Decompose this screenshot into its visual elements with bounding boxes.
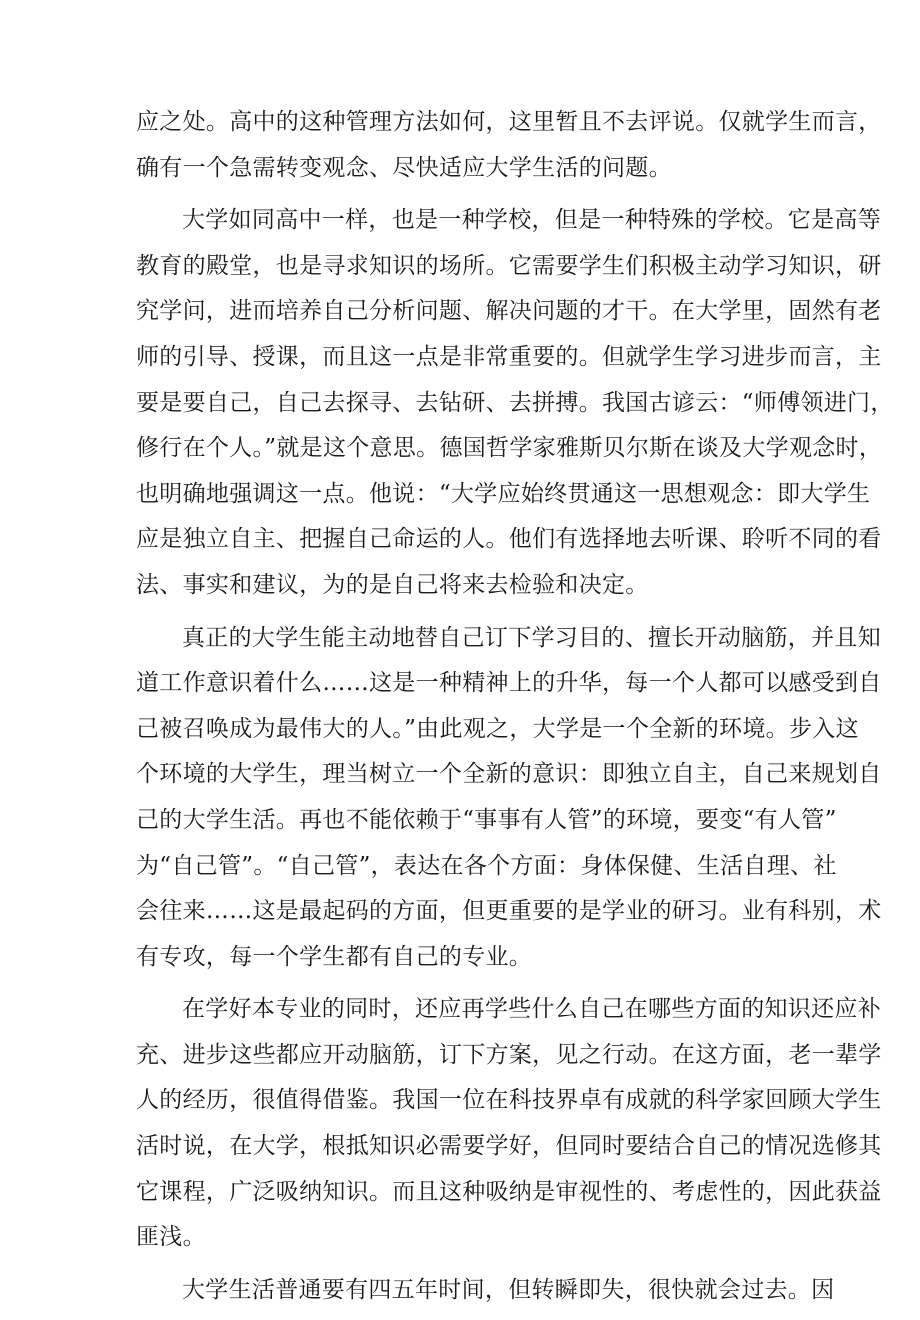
text-line: 在学好本专业的同时，还应再学些什么自己在哪些方面的知识还应补 (182, 996, 881, 1023)
text-line: 应是独立自主、把握自己命运的人。他们有选择地去听课、聆听不同的看 (136, 526, 882, 553)
text-line: 大学生活普通要有四五年时间，但转瞬即失，很快就会过去。因 (182, 1276, 835, 1303)
text-line: 人的经历，很值得借鉴。我国一位在科技界卓有成就的科学家回顾大学生 (136, 1087, 882, 1114)
text-line: 究学问，进而培养自己分析问题、解决问题的才干。在大学里，固然有老 (136, 298, 882, 325)
paragraph-5 (136, 1268, 835, 1314)
text-line: 己的大学生活。再也不能依赖于“事事有人管”的环境，要变“有人管” (136, 806, 837, 833)
text-line: 教育的殿堂，也是寻求知识的场所。它需要学生们积极主动学习知识，研 (136, 252, 882, 279)
text-line: 师的引导、授课，而且这一点是非常重要的。但就学生学习进步而言，主 (136, 343, 882, 370)
text-line: 要是要自己，自己去探寻、去钻研、去拼搏。我国古谚云：“师傅领进门， (136, 389, 894, 416)
text-line: 它课程，广泛吸纳知识。而且这种吸纳是审视性的、考虑性的，因此获益 (136, 1178, 882, 1205)
paragraph-1 (136, 100, 882, 191)
text-line: 道工作意识着什么……这是一种精神上的升华，每一个人都可以感受到自 (136, 670, 882, 697)
text-line: 确有一个急需转变观念、尽快适应大学生活的问题。 (136, 154, 672, 181)
text-line: 也明确地强调这一点。他说：“大学应始终贯通这一思想观念：即大学生 (136, 480, 871, 507)
document-body (136, 100, 894, 1320)
text-line: 己被召唤成为最伟大的人。”由此观之，大学是一个全新的环境。步入这 (136, 715, 859, 742)
text-line: 个环境的大学生，理当树立一个全新的意识：即独立自主，自己来规划自 (136, 761, 882, 788)
text-line: 法、事实和建议，为的是自己将来去检验和决定。 (136, 571, 649, 598)
paragraph-3 (136, 616, 882, 981)
paragraph-4 (136, 987, 882, 1261)
text-line: 有专攻，每一个学生都有自己的专业。 (136, 943, 533, 970)
text-line: 会往来……这是最起码的方面，但更重要的是学业的研习。业有科别，术 (136, 898, 882, 925)
text-line: 活时说，在大学，根抵知识必需要学好，但同时要结合自己的情况选修其 (136, 1133, 882, 1160)
text-line: 充、进步这些都应开动脑筋，订下方案，见之行动。在这方面，老一辈学 (136, 1041, 882, 1068)
text-line: 应之处。高中的这种管理方法如何，这里暂且不去评说。仅就学生而言， (136, 109, 882, 135)
text-line: 匪浅。 (136, 1224, 206, 1251)
paragraph-2 (136, 198, 894, 608)
text-line: 真正的大学生能主动地替自己订下学习目的、擅长开动脑筋，并且知 (182, 624, 881, 651)
text-line: 为“自己管”。“自己管”，表达在各个方面：身体保健、生活自理、社 (136, 852, 837, 879)
text-line: 修行在个人。”就是这个意思。德国哲学家雅斯贝尔斯在谈及大学观念时， (136, 435, 883, 462)
text-line: 大学如同高中一样，也是一种学校，但是一种特殊的学校。它是高等 (182, 207, 881, 234)
